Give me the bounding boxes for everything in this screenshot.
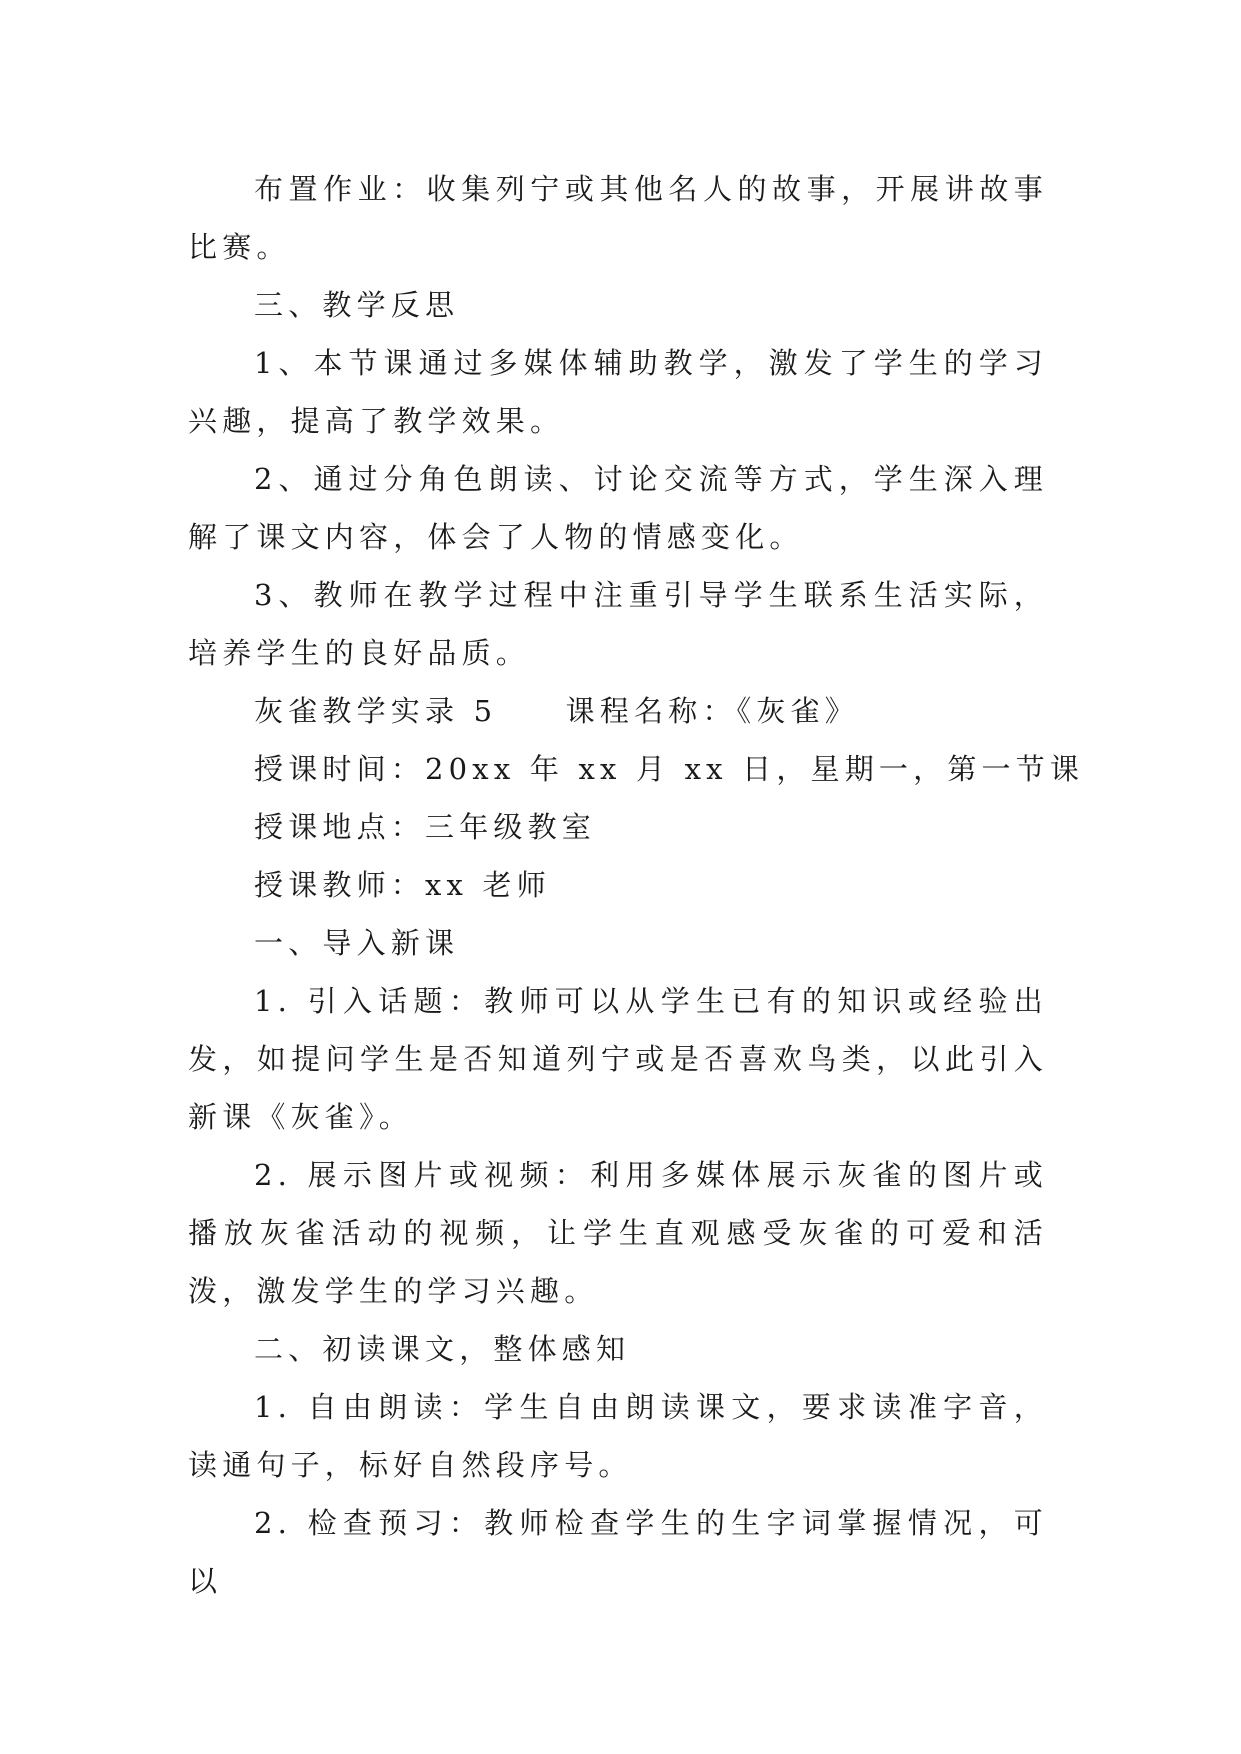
paragraph-introduce-topic: 1. 引入话题：教师可以从学生已有的知识或经验出发，如提问学生是否知道列宁或是否喜欢鸟类，以此引入新课《灰雀》。 <box>188 984 1048 1134</box>
lesson-location: 授课地点：三年级教室 <box>254 810 597 844</box>
heading-teaching-reflection: 三、教学反思 <box>254 288 460 322</box>
paragraph-show-media: 2. 展示图片或视频：利用多媒体展示灰雀的图片或播放灰雀活动的视频，让学生直观感受灰雀的可爱和活泼，激发学生的学习兴趣。 <box>188 1158 1048 1308</box>
heading-introduce-lesson: 一、导入新课 <box>254 926 460 960</box>
paragraph-reflection-3: 3、教师在教学过程中注重引导学生联系生活实际，培养学生的良好品质。 <box>188 578 1048 670</box>
lesson-time: 授课时间：20xx 年 xx 月 xx 日，星期一，第一节课 <box>254 752 1085 786</box>
paragraph-homework: 布置作业：收集列宁或其他名人的故事，开展讲故事比赛。 <box>188 172 1048 264</box>
lesson-record-title: 灰雀教学实录 5 课程名称：《灰雀》 <box>254 694 859 728</box>
paragraph-check-preview: 2. 检查预习：教师检查学生的生字词掌握情况，可以 <box>188 1506 1048 1598</box>
paragraph-reflection-2: 2、通过分角色朗读、讨论交流等方式，学生深入理解了课文内容，体会了人物的情感变化。 <box>188 462 1048 554</box>
document-page <box>188 160 1085 1610</box>
paragraph-free-reading: 1. 自由朗读：学生自由朗读课文，要求读准字音，读通句子，标好自然段序号。 <box>188 1390 1048 1482</box>
paragraph-reflection-1: 1、本节课通过多媒体辅助教学，激发了学生的学习兴趣，提高了教学效果。 <box>188 346 1048 438</box>
heading-first-reading: 二、初读课文，整体感知 <box>254 1332 631 1366</box>
lesson-teacher: 授课教师：xx 老师 <box>254 868 551 902</box>
